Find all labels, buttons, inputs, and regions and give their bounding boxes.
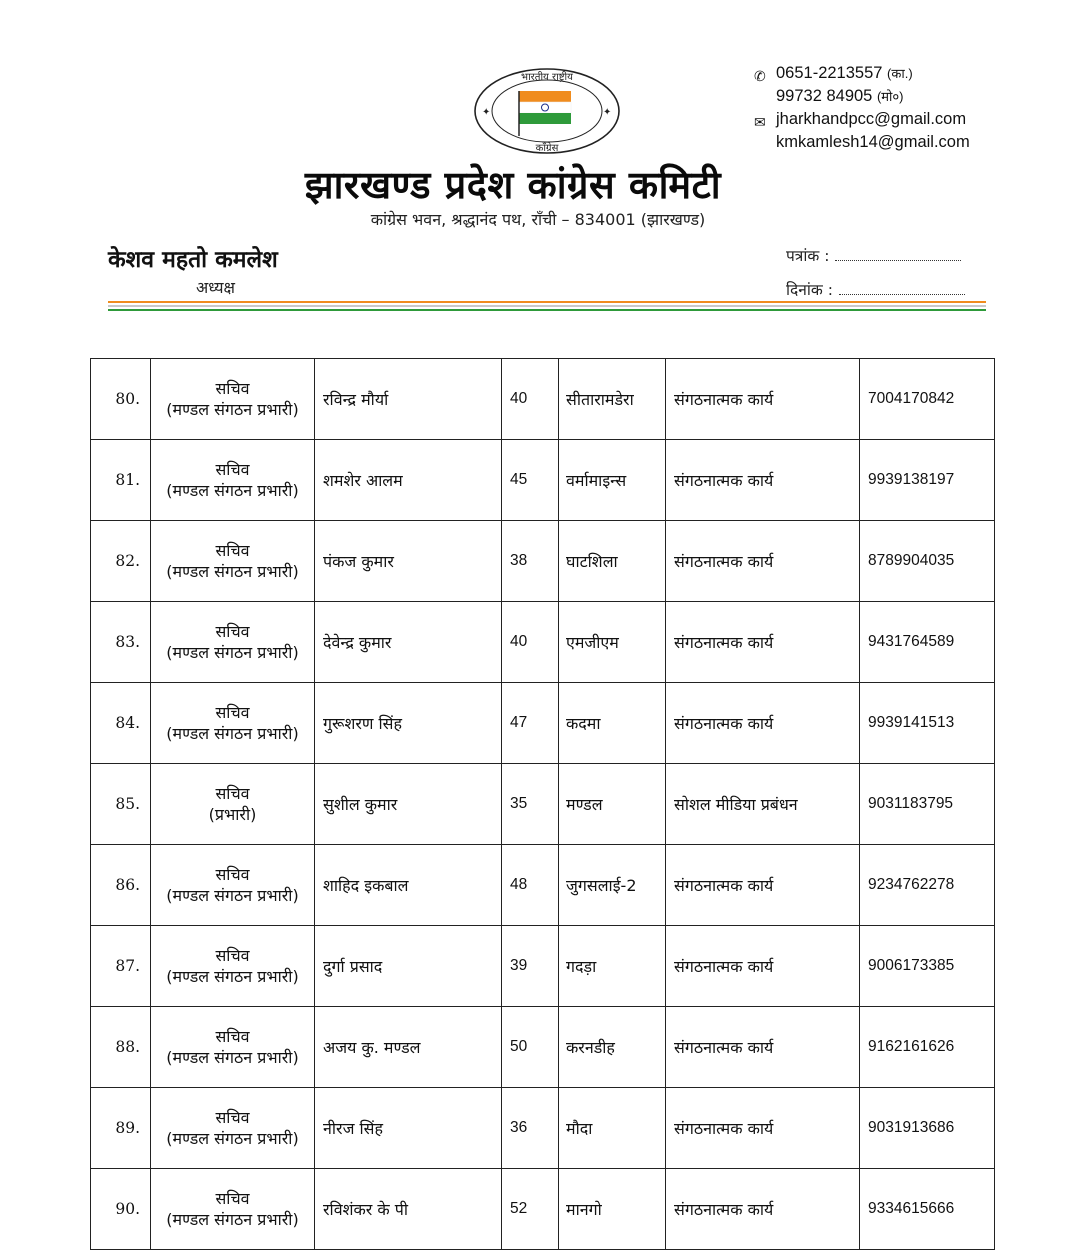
reference-dotted-line	[835, 250, 961, 261]
post-cell	[151, 926, 315, 1007]
post-title: सचिव	[215, 541, 250, 560]
post-title: सचिव	[215, 784, 250, 803]
phone-cell: 8789904035	[860, 521, 995, 602]
post-cell	[151, 602, 315, 683]
work-cell: संगठनात्मक कार्य	[666, 359, 860, 440]
phone-cell: 9939141513	[860, 683, 995, 764]
date-dotted-line	[839, 284, 965, 295]
area-cell: करनडीह	[559, 1007, 666, 1088]
divider-stripe-saffron	[108, 301, 986, 303]
post-subtitle: (प्रभारी)	[208, 805, 257, 824]
name-cell: रविशंकर के पी	[315, 1169, 502, 1250]
name-cell: पंकज कुमार	[315, 521, 502, 602]
area-cell: घाटशिला	[559, 521, 666, 602]
post-subtitle: (मण्डल संगठन प्रभारी)	[166, 886, 299, 905]
divider-stripe-grey	[108, 305, 986, 307]
area-cell: जुगसलाई-2	[559, 845, 666, 926]
post-title: सचिव	[215, 946, 250, 965]
email-2-text: kmkamlesh14@gmail.com	[776, 133, 970, 151]
name-cell: दुर्गा प्रसाद	[315, 926, 502, 1007]
serial-number-cell: 83.	[91, 602, 151, 683]
reference-label: पत्रांक :	[786, 247, 830, 265]
name-cell: सुशील कुमार	[315, 764, 502, 845]
phone-cell: 9162161626	[860, 1007, 995, 1088]
letterhead	[108, 62, 986, 314]
post-title: सचिव	[215, 1027, 250, 1046]
tricolor-flag-icon	[519, 91, 571, 136]
age-cell: 48	[502, 845, 559, 926]
mail-icon: ✉	[754, 114, 766, 130]
serial-number-cell: 89.	[91, 1088, 151, 1169]
age-cell: 52	[502, 1169, 559, 1250]
serial-number-cell: 84.	[91, 683, 151, 764]
age-cell: 35	[502, 764, 559, 845]
age-cell: 45	[502, 440, 559, 521]
post-cell	[151, 764, 315, 845]
area-cell: गदड़ा	[559, 926, 666, 1007]
table-row	[91, 1169, 995, 1250]
post-cell	[151, 1088, 315, 1169]
work-cell: संगठनात्मक कार्य	[666, 521, 860, 602]
work-cell: संगठनात्मक कार्य	[666, 602, 860, 683]
name-cell: गुरूशरण सिंह	[315, 683, 502, 764]
phone-cell: 9939138197	[860, 440, 995, 521]
post-title: सचिव	[215, 1108, 250, 1127]
office-phone-number: 0651-2213557	[776, 64, 883, 82]
serial-number-cell: 88.	[91, 1007, 151, 1088]
work-cell: संगठनात्मक कार्य	[666, 1169, 860, 1250]
phone-cell: 9031183795	[860, 764, 995, 845]
name-cell: शाहिद इकबाल	[315, 845, 502, 926]
president-title: अध्यक्ष	[196, 278, 235, 297]
serial-number-cell: 90.	[91, 1169, 151, 1250]
area-cell: कदमा	[559, 683, 666, 764]
office-phone-tag: (का.)	[887, 66, 913, 81]
serial-number-cell: 87.	[91, 926, 151, 1007]
serial-number-cell: 81.	[91, 440, 151, 521]
post-cell	[151, 521, 315, 602]
office-phone	[754, 62, 970, 85]
email-secondary	[754, 131, 970, 154]
name-cell: देवेन्द्र कुमार	[315, 602, 502, 683]
serial-number-cell: 82.	[91, 521, 151, 602]
date-label: दिनांक :	[786, 281, 833, 299]
post-subtitle: (मण्डल संगठन प्रभारी)	[166, 400, 299, 419]
work-cell: संगठनात्मक कार्य	[666, 683, 860, 764]
emblem-top-text: भारतीय राष्ट्रीय	[521, 72, 573, 83]
work-cell: सोशल मीडिया प्रबंधन	[666, 764, 860, 845]
office-bearers-table	[90, 358, 995, 1250]
table-row	[91, 1088, 995, 1169]
post-subtitle: (मण्डल संगठन प्रभारी)	[166, 1210, 299, 1229]
post-subtitle: (मण्डल संगठन प्रभारी)	[166, 643, 299, 662]
name-cell: शमशेर आलम	[315, 440, 502, 521]
area-cell: मानगो	[559, 1169, 666, 1250]
work-cell: संगठनात्मक कार्य	[666, 926, 860, 1007]
table-row	[91, 764, 995, 845]
serial-number-cell: 86.	[91, 845, 151, 926]
president-name: केशव महतो कमलेश	[108, 247, 278, 273]
post-cell	[151, 440, 315, 521]
phone-cell: 7004170842	[860, 359, 995, 440]
table-row	[91, 1007, 995, 1088]
table-row	[91, 521, 995, 602]
divider-stripe-green	[108, 309, 986, 311]
post-subtitle: (मण्डल संगठन प्रभारी)	[166, 967, 299, 986]
work-cell: संगठनात्मक कार्य	[666, 845, 860, 926]
table-body	[91, 359, 995, 1250]
area-cell: एमजीएम	[559, 602, 666, 683]
phone-cell: 9431764589	[860, 602, 995, 683]
emblem-star-right: ✦	[603, 107, 612, 118]
organization-name: झारखण्ड प्रदेश कांग्रेस कमिटी	[304, 163, 722, 207]
contact-block	[754, 62, 970, 154]
age-cell: 50	[502, 1007, 559, 1088]
post-cell	[151, 683, 315, 764]
post-cell	[151, 1007, 315, 1088]
name-cell: नीरज सिंह	[315, 1088, 502, 1169]
tricolor-divider	[108, 301, 986, 313]
mobile-phone-number: 99732 84905	[776, 87, 873, 105]
email-1-text: jharkhandpcc@gmail.com	[776, 110, 967, 128]
organization-address: कांग्रेस भवन, श्रद्धानंद पथ, राँची – 834001 (झारखण्ड)	[370, 210, 706, 229]
phone-cell: 9334615666	[860, 1169, 995, 1250]
post-subtitle: (मण्डल संगठन प्रभारी)	[166, 724, 299, 743]
post-cell	[151, 359, 315, 440]
phone-icon: ✆	[754, 68, 766, 84]
post-title: सचिव	[215, 379, 250, 398]
age-cell: 38	[502, 521, 559, 602]
post-title: सचिव	[215, 1189, 250, 1208]
mobile-phone-tag: (मो०)	[876, 89, 904, 104]
serial-number-cell: 80.	[91, 359, 151, 440]
table-row	[91, 926, 995, 1007]
work-cell: संगठनात्मक कार्य	[666, 1088, 860, 1169]
area-cell: मण्डल	[559, 764, 666, 845]
area-cell: सीतारामडेरा	[559, 359, 666, 440]
age-cell: 40	[502, 359, 559, 440]
email-primary	[754, 108, 970, 131]
serial-number-cell: 85.	[91, 764, 151, 845]
post-subtitle: (मण्डल संगठन प्रभारी)	[166, 1048, 299, 1067]
post-cell	[151, 845, 315, 926]
emblem-bottom-text: काँग्रेस	[535, 143, 559, 154]
age-cell: 40	[502, 602, 559, 683]
reference-number-field	[786, 244, 961, 266]
name-cell: रविन्द्र मौर्या	[315, 359, 502, 440]
age-cell: 47	[502, 683, 559, 764]
work-cell: संगठनात्मक कार्य	[666, 440, 860, 521]
post-title: सचिव	[215, 460, 250, 479]
phone-cell: 9234762278	[860, 845, 995, 926]
table-row	[91, 359, 995, 440]
table-row	[91, 602, 995, 683]
phone-cell: 9031913686	[860, 1088, 995, 1169]
post-title: सचिव	[215, 703, 250, 722]
post-subtitle: (मण्डल संगठन प्रभारी)	[166, 481, 299, 500]
phone-cell: 9006173385	[860, 926, 995, 1007]
post-title: सचिव	[215, 622, 250, 641]
work-cell: संगठनात्मक कार्य	[666, 1007, 860, 1088]
age-cell: 39	[502, 926, 559, 1007]
area-cell: वर्मामाइन्स	[559, 440, 666, 521]
table-row	[91, 845, 995, 926]
table-row	[91, 683, 995, 764]
post-cell	[151, 1169, 315, 1250]
congress-emblem-logo	[472, 66, 622, 156]
post-subtitle: (मण्डल संगठन प्रभारी)	[166, 1129, 299, 1148]
post-title: सचिव	[215, 865, 250, 884]
name-cell: अजय कु. मण्डल	[315, 1007, 502, 1088]
area-cell: मौदा	[559, 1088, 666, 1169]
table-row	[91, 440, 995, 521]
age-cell: 36	[502, 1088, 559, 1169]
emblem-star-left: ✦	[482, 107, 491, 118]
date-field	[786, 278, 965, 300]
mobile-phone	[754, 85, 970, 108]
post-subtitle: (मण्डल संगठन प्रभारी)	[166, 562, 299, 581]
